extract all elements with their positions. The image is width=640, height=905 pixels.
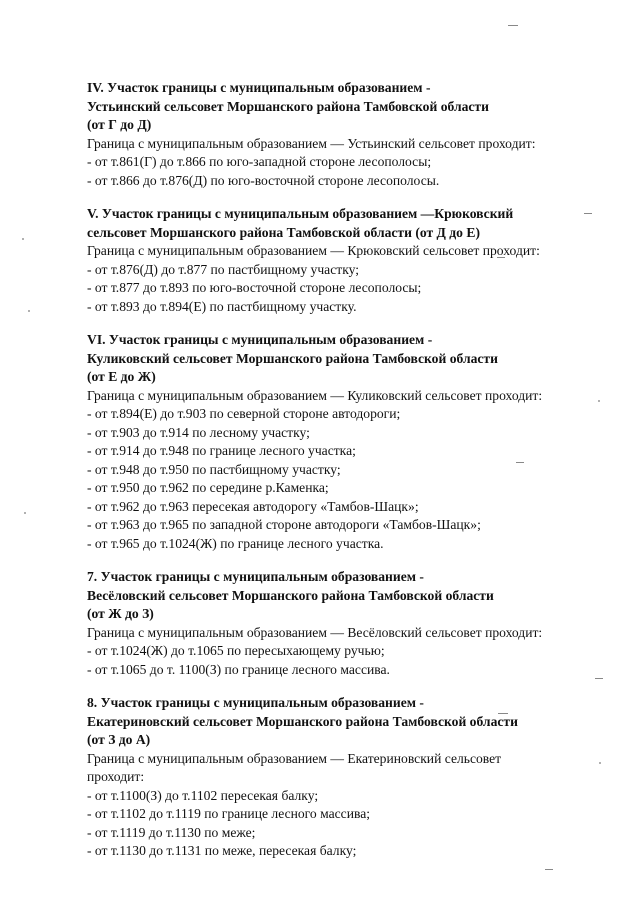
boundary-item: - от т.963 до т.965 по западной стороне автодороги «Тамбов-Шацк»; (87, 517, 481, 532)
section-heading-line: Екатериновский сельсовет Моршанского района Тамбовской области (87, 713, 518, 729)
boundary-item: - от т.950 до т.962 по середине р.Каменка; (87, 480, 329, 495)
section-heading-line: (от Г до Д) (87, 117, 152, 132)
section-intro: проходит: (87, 769, 145, 784)
boundary-item: - от т.1024(Ж) до т.1065 по пересыхающему ручью; (87, 643, 385, 658)
section-intro: Граница с муниципальным образованием — Екатериновский сельсовет (87, 750, 502, 766)
section-iv (87, 79, 617, 190)
section-intro: Граница с муниципальным образованием — Крюковский сельсовет проходит: (87, 243, 540, 258)
section-heading-line: сельсовет Моршанского района Тамбовской области (от Д до Е) (87, 224, 480, 240)
document-body (87, 79, 617, 861)
boundary-item: - от т.1065 до т. 1100(З) по границе лесного массива. (87, 661, 390, 677)
section-heading-line: (от З до А) (87, 732, 151, 747)
section-heading-line: IV. Участок границы с муниципальным образованием - (87, 80, 431, 95)
section-heading-line: VI. Участок границы с муниципальным образованием - (87, 332, 433, 347)
boundary-item: - от т.903 до т.914 по лесному участку; (87, 424, 310, 440)
boundary-item: - от т.893 до т.894(Е) по пастбищному участку. (87, 298, 357, 314)
boundary-item: - от т.894(Е) до т.903 по северной стороне автодороги; (87, 406, 401, 421)
section-heading-line: 8. Участок границы с муниципальным образованием - (87, 695, 424, 710)
boundary-item: - от т.1102 до т.1119 по границе лесного массива; (87, 806, 371, 821)
section-intro: Граница с муниципальным образованием — Весёловский сельсовет проходит: (87, 624, 543, 640)
boundary-item: - от т.1119 до т.1130 по меже; (87, 824, 256, 840)
boundary-item: - от т.965 до т.1024(Ж) по границе лесного участка. (87, 535, 384, 551)
boundary-item: - от т.1100(З) до т.1102 пересекая балку; (87, 787, 319, 803)
boundary-item: - от т.877 до т.893 по юго-восточной стороне лесополосы; (87, 280, 422, 295)
scan-speck (28, 310, 30, 312)
section-heading-line: (от Ж до З) (87, 606, 154, 621)
section-heading-line: Весёловский сельсовет Моршанского района Тамбовской области (87, 587, 494, 603)
boundary-item: - от т.861(Г) до т.866 по юго-западной стороне лесополосы; (87, 154, 432, 169)
scan-speck (22, 238, 24, 240)
scan-speck (24, 512, 26, 514)
section-heading-line: Куликовский сельсовет Моршанского района Тамбовской области (87, 350, 498, 366)
boundary-item: - от т.1130 до т.1131 по меже, пересекая балку; (87, 843, 357, 858)
section-intro: Граница с муниципальным образованием — Куликовский сельсовет проходит: (87, 387, 543, 403)
section-vi (87, 331, 617, 553)
section-intro: Граница с муниципальным образованием — Устьинский сельсовет проходит: (87, 135, 536, 151)
section-heading-line: Устьинский сельсовет Моршанского района Тамбовской области (87, 98, 489, 114)
section-8 (87, 694, 617, 861)
section-heading-line: (от Е до Ж) (87, 369, 156, 384)
section-7 (87, 568, 617, 679)
section-heading-line: V. Участок границы с муниципальным образованием —Крюковский (87, 206, 514, 221)
boundary-item: - от т.866 до т.876(Д) по юго-восточной стороне лесополосы. (87, 172, 440, 188)
boundary-item: - от т.914 до т.948 по границе лесного участка; (87, 443, 356, 458)
section-heading-line: 7. Участок границы с муниципальным образованием - (87, 569, 424, 584)
section-v (87, 205, 617, 316)
boundary-item: - от т.876(Д) до т.877 по пастбищному участку; (87, 261, 359, 277)
boundary-item: - от т.948 до т.950 по пастбищному участку; (87, 461, 341, 477)
boundary-item: - от т.962 до т.963 пересекая автодорогу «Тамбов-Шацк»; (87, 498, 419, 514)
scan-speck (508, 25, 518, 26)
scan-speck (545, 869, 553, 870)
